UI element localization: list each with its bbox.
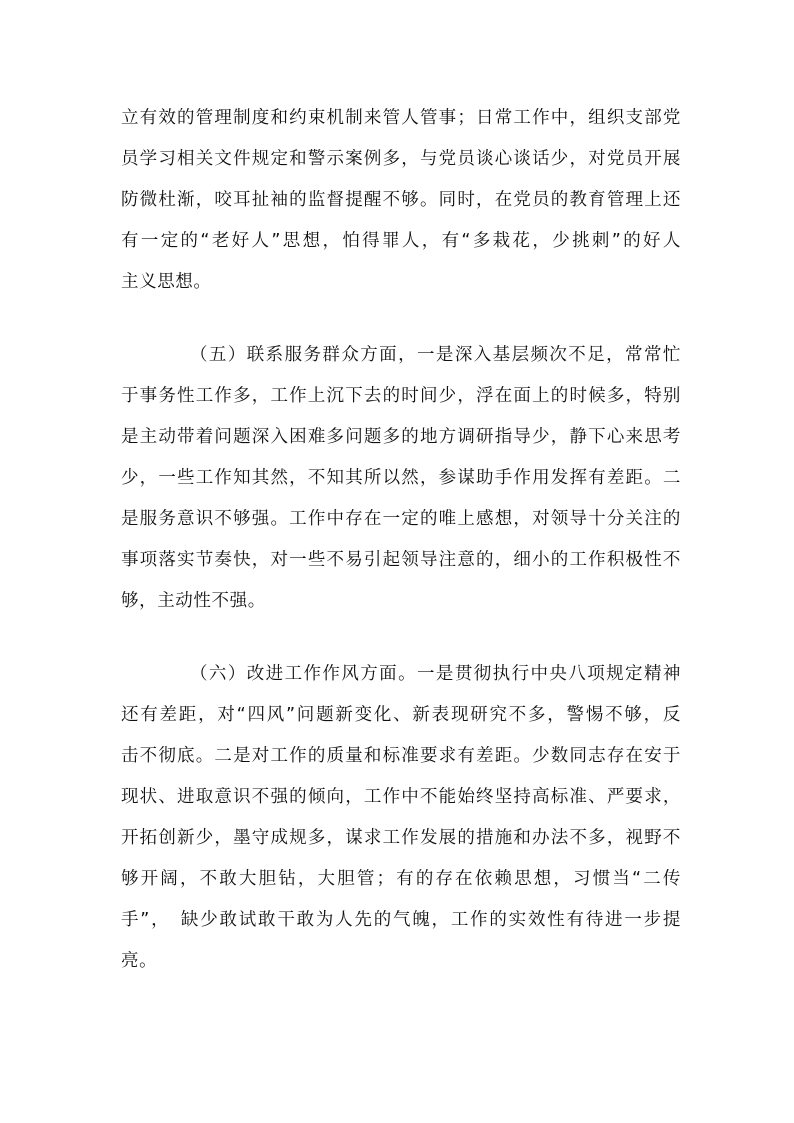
- paragraph-2-line-7: 够，主动性不强。: [121, 591, 266, 611]
- paragraph-2-line-5: 是服务意识不够强。工作中存在一定的唯上感想，对领导十分关注的: [121, 509, 681, 529]
- paragraph-3-line-6: 够开阔，不敢大胆钻，大胆管；有的存在依赖思想，习惯当“二传: [121, 869, 681, 889]
- paragraph-2-line-3: 是主动带着问题深入困难多问题多的地方调研指导少，静下心来思考: [121, 427, 681, 447]
- paragraph-2-line-6: 事项落实节奏快，对一些不易引起领导注意的，细小的工作积极性不: [121, 550, 681, 570]
- paragraph-2-line-1: （五）联系服务群众方面，一是深入基层频次不足，常常忙: [190, 345, 681, 365]
- paragraph-3-line-4: 现状、进取意识不强的倾向，工作中不能始终坚持高标准、严要求，: [121, 787, 681, 807]
- paragraph-1-line-4: 有一定的“老好人”思想，怕得罪人，有“多栽花，少挑刺”的好人: [121, 231, 681, 251]
- paragraph-3-line-2: 还有差距，对“四风”问题新变化、新表现研究不多，警惕不够，反: [121, 705, 681, 725]
- paragraph-2-line-2: 于事务性工作多，工作上沉下去的时间少，浮在面上的时候多，特别: [121, 386, 681, 406]
- paragraph-3-line-8: 亮。: [121, 951, 158, 971]
- paragraph-3-line-7: 手”， 缺少敢试敢干敢为人先的气魄，工作的实效性有待进一步提: [121, 910, 681, 930]
- paragraph-3-line-1: （六）改进工作作风方面。一是贯彻执行中央八项规定精神: [190, 664, 681, 684]
- paragraph-1-line-1: 立有效的管理制度和约束机制来管人管事；日常工作中，组织支部党: [121, 108, 681, 128]
- paragraph-3-line-5: 开拓创新少，墨守成规多，谋求工作发展的措施和办法不多，视野不: [121, 828, 681, 848]
- paragraph-1-line-5: 主义思想。: [121, 272, 212, 292]
- paragraph-2-line-4: 少，一些工作知其然，不知其所以然，参谋助手作用发挥有差距。二: [121, 468, 681, 488]
- paragraph-1-line-2: 员学习相关文件规定和警示案例多，与党员谈心谈话少，对党员开展: [121, 149, 681, 169]
- paragraph-1-line-3: 防微杜渐，咬耳扯袖的监督提醒不够。同时，在党员的教育管理上还: [121, 190, 681, 210]
- paragraph-3-line-3: 击不彻底。二是对工作的质量和标准要求有差距。少数同志存在安于: [121, 746, 681, 766]
